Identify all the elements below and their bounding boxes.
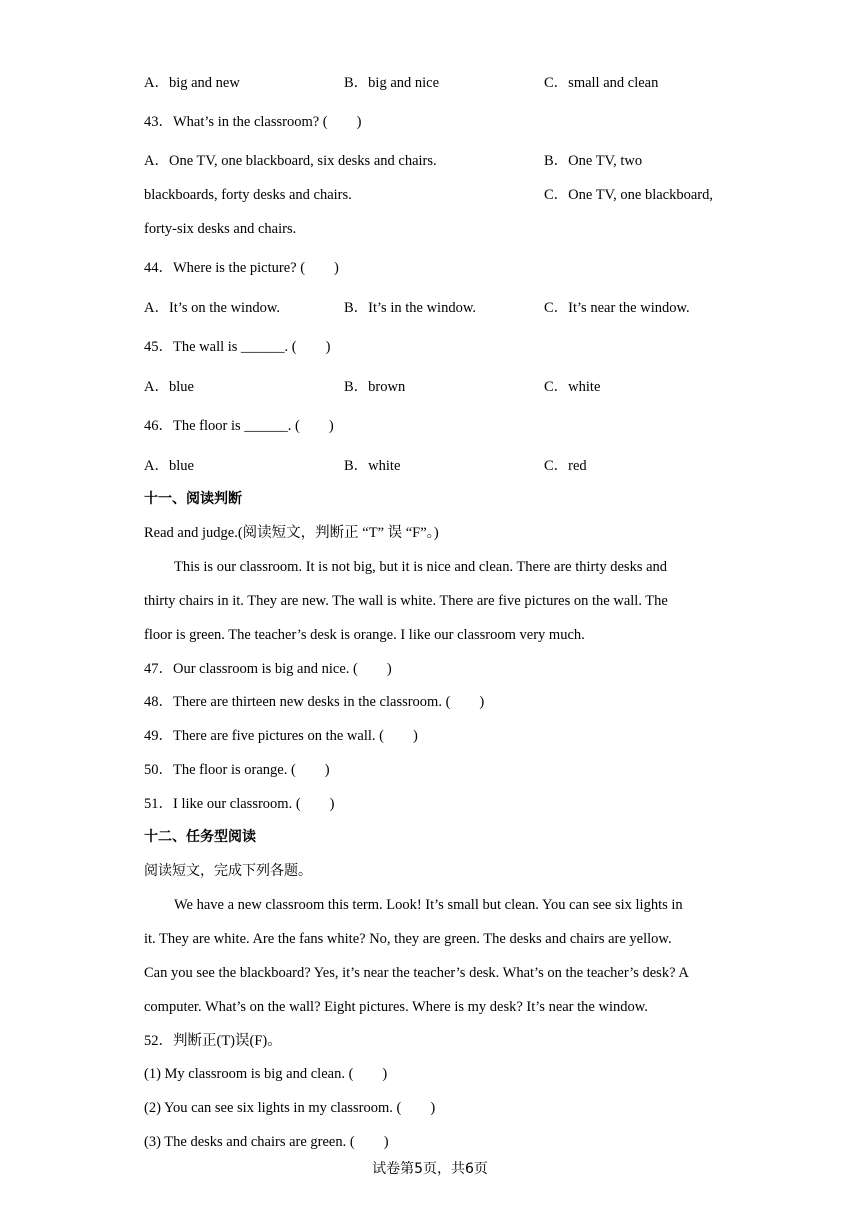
q52-stem: 52．判断正(T)误(F)。 bbox=[144, 1033, 282, 1049]
q44-option-a: A．It’s on the window. bbox=[144, 300, 280, 316]
q46-option-a: A．blue bbox=[144, 458, 194, 474]
section-12-passage-line: computer. What’s on the wall? Eight pictures. Where is my desk? It’s near the window. bbox=[144, 999, 648, 1015]
q42-option-c: C．small and clean bbox=[544, 75, 659, 91]
q43-option-a: A．One TV, one blackboard, six desks and chairs. bbox=[144, 153, 437, 169]
q45-stem: 45．The wall is ______. ( ) bbox=[144, 339, 331, 355]
section-12-title: 十二、任务型阅读 bbox=[144, 829, 256, 845]
q44-stem: 44．Where is the picture? ( ) bbox=[144, 260, 339, 276]
q44-option-c: C．It’s near the window. bbox=[544, 300, 690, 316]
q43-option-b: B．One TV, two bbox=[544, 153, 643, 169]
q46-option-b: B．white bbox=[344, 458, 401, 474]
q42-option-a: A．big and new bbox=[144, 75, 240, 91]
q51-stem: 51．I like our classroom. ( ) bbox=[144, 796, 335, 812]
q47-stem: 47．Our classroom is big and nice. ( ) bbox=[144, 661, 392, 677]
q43-option-c: C．One TV, one blackboard, bbox=[544, 187, 714, 203]
section-11-title: 十一、阅读判断 bbox=[144, 491, 242, 507]
q45-option-a: A．blue bbox=[144, 379, 194, 395]
section-12-passage-line: Can you see the blackboard? Yes, it’s near the teacher’s desk. What’s on the teacher’s desk? A bbox=[144, 965, 689, 981]
page-footer: 试卷第5页，共6页 bbox=[372, 1161, 488, 1177]
q49-stem: 49．There are five pictures on the wall. ( ) bbox=[144, 728, 418, 744]
q43-option-c-cont: forty-six desks and chairs. bbox=[144, 221, 297, 237]
section-11-passage-line: This is our classroom. It is not big, but it is nice and clean. There are thirty desks and bbox=[174, 559, 668, 575]
q44-option-b: B．It’s in the window. bbox=[344, 300, 476, 316]
q52-item-2: (2) You can see six lights in my classroom. ( ) bbox=[144, 1100, 436, 1116]
q48-stem: 48．There are thirteen new desks in the classroom. ( ) bbox=[144, 694, 485, 710]
q52-item-1: (1) My classroom is big and clean. ( ) bbox=[144, 1066, 388, 1082]
q46-option-c: C．red bbox=[544, 458, 587, 474]
q42-option-b: B．big and nice bbox=[344, 75, 440, 91]
section-12-passage-line: it. They are white. Are the fans white? No, they are green. The desks and chairs are yellow. bbox=[144, 931, 672, 947]
section-12-passage-line: We have a new classroom this term. Look! It’s small but clean. You can see six lights in bbox=[174, 897, 683, 913]
section-11-instruction: Read and judge.(阅读短文，判断正 “T” 误 “F”。) bbox=[144, 525, 439, 541]
section-11-passage-line: thirty chairs in it. They are new. The wall is white. There are five pictures on the wall. The bbox=[144, 593, 668, 609]
q46-stem: 46．The floor is ______. ( ) bbox=[144, 418, 334, 434]
q43-stem: 43．What’s in the classroom? ( ) bbox=[144, 114, 362, 130]
section-11-passage-line: floor is green. The teacher’s desk is orange. I like our classroom very much. bbox=[144, 627, 585, 643]
q50-stem: 50．The floor is orange. ( ) bbox=[144, 762, 330, 778]
q43-option-b-cont: blackboards, forty desks and chairs. bbox=[144, 187, 352, 203]
section-12-instruction: 阅读短文，完成下列各题。 bbox=[144, 863, 312, 879]
q45-option-c: C．white bbox=[544, 379, 601, 395]
q45-option-b: B．brown bbox=[344, 379, 406, 395]
q52-item-3: (3) The desks and chairs are green. ( ) bbox=[144, 1134, 389, 1150]
